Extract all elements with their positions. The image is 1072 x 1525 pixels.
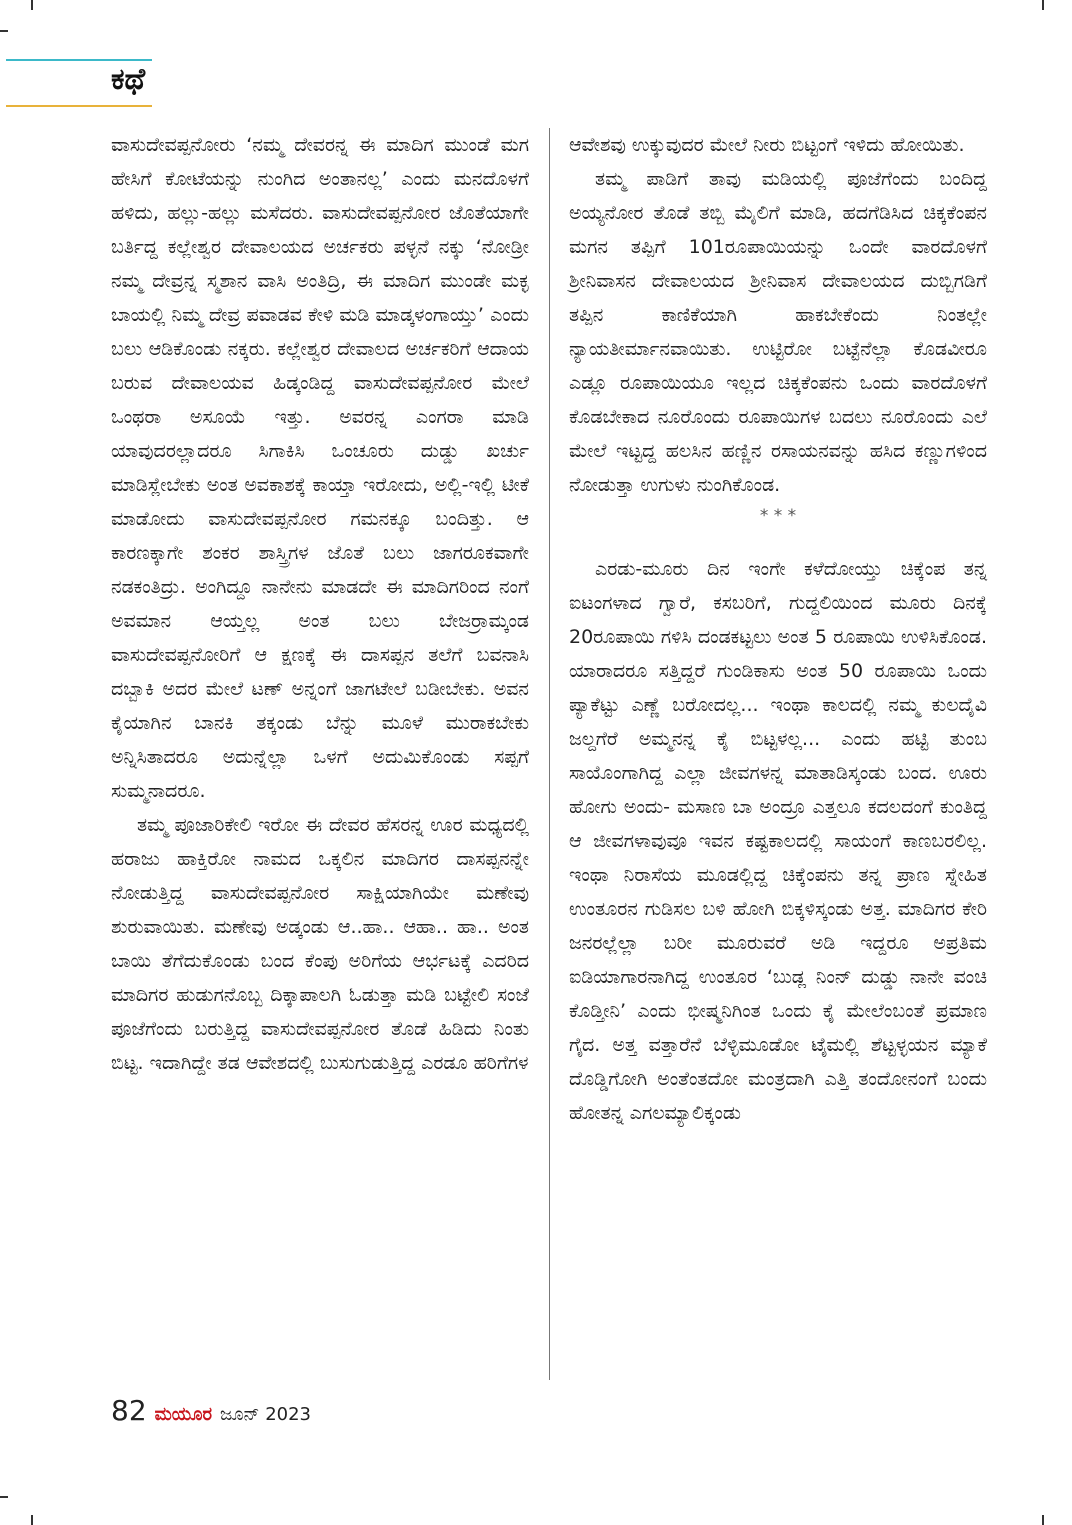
section-title: ಕಥೆ	[111, 62, 146, 97]
page-number: 82	[111, 1394, 147, 1427]
issue-date: ಜೂನ್ 2023	[220, 1404, 311, 1425]
left-column	[111, 128, 529, 1080]
right-column	[569, 128, 987, 1130]
crop-mark	[31, 1515, 33, 1525]
crop-mark	[1042, 1515, 1044, 1525]
crop-mark	[0, 30, 8, 32]
paragraph: ಆವೇಶವು ಉಕ್ಕುವುದರ ಮೇಲೆ ನೀರು ಬಿಟ್ಟಂಗೆ ಇಳಿದು ಹೋಯಿತು.	[569, 134, 965, 156]
magazine-logo: ಮಯೂರ	[154, 1404, 213, 1425]
paragraph: ವಾಸುದೇವಪ್ಪನೋರು ‘ನಮ್ಮ ದೇವರನ್ನ ಈ ಮಾದಿಗ ಮುಂಡೆ ಮಗ ಹೇಸಿಗೆ ಕೋಟೆಯನ್ನು ನುಂಗಿದ ಅಂತಾನಲ್ಲ’ ಎಂದು ಮನದೊಳಗೆ ಹಳಿದು, ಹಲ್ಲು-ಹಲ್ಲು ಮಸೆದರು. ವಾಸುದೇವಪ್ಪನೋರ ಜೊತೆಯಾಗೇ ಬರ್ತಿದ್ದ ಕಲ್ಲೇಶ್ವರ ದೇವಾಲಯದ ಅರ್ಚಕರು ಪಳ್ಳನೆ ನಕ್ಕು ‘ನೋಡ್ರೀ ನಮ್ಮ ದೇವ್ರನ್ನ ಸ್ಮಶಾನ ವಾಸಿ ಅಂತಿದ್ರಿ, ಈ ಮಾದಿಗ ಮುಂಡೇ ಮಕ್ಳ ಬಾಯಲ್ಲಿ ನಿಮ್ಮ ದೇವ್ರ ಪವಾಡವ ಕೇಳಿ ಮಡಿ ಮಾಡ್ಕಳಂಗಾಯ್ತು’ ಎಂದು ಬಲು ಆಡಿಕೊಂಡು ನಕ್ಕರು. ಕಲ್ಲೇಶ್ವರ ದೇವಾಲದ ಅರ್ಚಕರಿಗೆ ಆದಾಯ ಬರುವ ದೇವಾಲಯವ ಹಿಡ್ಕಂಡಿದ್ದ ವಾಸುದೇವಪ್ಪನೋರ ಮೇಲೆ ಒಂಥರಾ ಅಸೂಯೆ ಇತ್ತು. ಅವರನ್ನ ಎಂಗರಾ ಮಾಡಿ ಯಾವುದರಲ್ಲಾದರೂ ಸಿಗಾಕಿಸಿ ಒಂಚೂರು ದುಡ್ಡು ಖರ್ಚು ಮಾಡಿಸ್ಲೇಬೇಕು ಅಂತ ಅವಕಾಶಕ್ಕೆ ಕಾಯ್ತಾ ಇರೋದು, ಅಲ್ಲಿ-ಇಲ್ಲಿ ಟೀಕೆ ಮಾಡೋದು ವಾಸುದೇವಪ್ಪನೋರ ಗಮನಕ್ಕೂ ಬಂದಿತ್ತು. ಆ ಕಾರಣಕ್ಕಾಗೇ ಶಂಕರ ಶಾಸ್ತ್ರಿಗಳ ಜೊತೆ ಬಲು ಜಾಗರೂಕವಾಗೇ ನಡಕಂತಿದ್ರು. ಅಂಗಿದ್ದೂ ನಾನೇನು ಮಾಡದೇ ಈ ಮಾದಿಗರಿಂದ ನಂಗೆ ಅವಮಾನ ಆಯ್ತಲ್ಲ ಅಂತ ಬಲು ಬೇಜರ್ರಾಮ್ಕಂಡ ವಾಸುದೇವಪ್ಪನೋರಿಗೆ ಆ ಕ್ಷಣಕ್ಕೆ ಈ ದಾಸಪ್ಪನ ತಲೆಗೆ ಬವನಾಸಿ ದಬ್ಬಾಕಿ ಅದರ ಮೇಲೆ ಟಣ್ ಅನ್ನಂಗೆ ಜಾಗಟೇಲೆ ಬಡೀಬೇಕು. ಅವನ ಕೈಯಾಗಿನ ಬಾನಕಿ ತಕ್ಕಂಡು ಬೆನ್ನು ಮೂಳೆ ಮುರಾಕಬೇಕು ಅನ್ನಿಸಿತಾದರೂ ಅದುನ್ನೆಲ್ಲಾ ಒಳಗೆ ಅದುಮಿಕೊಂಡು ಸಪ್ಪಗೆ ಸುಮ್ಮನಾದರೂ.	[111, 134, 529, 802]
paragraph: ತಮ್ಮ ಪಾಡಿಗೆ ತಾವು ಮಡಿಯಲ್ಲಿ ಪೂಜೆಗೆಂದು ಬಂದಿದ್ದ ಅಯ್ಯನೋರ ತೊಡೆ ತಬ್ಬಿ ಮೈಲಿಗೆ ಮಾಡಿ, ಹದಗೆಡಿಸಿದ ಚಿಕ್ಕಕೆಂಪನ ಮಗನ ತಪ್ಪಿಗೆ 101ರೂಪಾಯಿಯನ್ನು ಒಂದೇ ವಾರದೊಳಗೆ ಶ್ರೀನಿವಾಸನ ದೇವಾಲಯದ ಶ್ರೀನಿವಾಸ ದೇವಾಲಯದ ದುಬ್ಬಿಗಡಿಗೆ ತಪ್ಪಿನ ಕಾಣಿಕೆಯಾಗಿ ಹಾಕಬೇಕೆಂದು ನಿಂತಲ್ಲೇ ನ್ಯಾಯತೀರ್ಮಾನವಾಯಿತು. ಉಟ್ಟಿರೋ ಬಟ್ಟೆನೆಲ್ಲಾ ಕೊಡವೀರೂ ಎಡ್ಲೂ ರೂಪಾಯಿಯೂ ಇಲ್ಲದ ಚಿಕ್ಕಕೆಂಪನು ಒಂದು ವಾರದೊಳಗೆ ಕೊಡಬೇಕಾದ ನೂರೊಂದು ರೂಪಾಯಿಗಳ ಬದಲು ನೂರೊಂದು ಎಲೆ ಮೇಲೆ ಇಟ್ಟದ್ದ ಹಲಸಿನ ಹಣ್ಣಿನ ರಸಾಯನವನ್ನು ಹಸಿದ ಕಣ್ಣುಗಳಿಂದ ನೋಡುತ್ತಾ ಉಗುಳು ನುಂಗಿಕೊಂಡ.	[569, 168, 987, 496]
crop-mark	[0, 1496, 8, 1498]
paragraph: ತಮ್ಮ ಪೂಜಾರಿಕೇಲಿ ಇರೋ ಈ ದೇವರ ಹೆಸರನ್ನ ಊರ ಮಧ್ಯದಲ್ಲಿ ಹರಾಜು ಹಾಕ್ತಿರೋ ನಾಮದ ಒಕ್ಕಲಿನ ಮಾದಿಗರ ದಾಸಪ್ಪನನ್ನೇ ನೋಡುತ್ತಿದ್ದ ವಾಸುದೇವಪ್ಪನೋರ ಸಾಕ್ಷಿಯಾಗಿಯೇ ಮಣೇವು ಶುರುವಾಯಿತು. ಮಣೇವು ಅಡ್ಕಂಡು ಆ..ಹಾ.. ಆಹಾ.. ಹಾ.. ಅಂತ ಬಾಯಿ ತೆಗೆದುಕೊಂಡು ಬಂದ ಕೆಂಪು ಅರಿಗೆಯ ಆರ್ಭಟಕ್ಕೆ ಎದರಿದ ಮಾದಿಗರ ಹುಡುಗನೊಬ್ಬ ದಿಕ್ಕಾಪಾಲಗಿ ಓಡುತ್ತಾ ಮಡಿ ಬಟ್ಟೇಲಿ ಸಂಜೆ ಪೂಜೆಗೆಂದು ಬರುತ್ತಿದ್ದ ವಾಸುದೇವಪ್ಪನೋರ ತೊಡೆ ಹಿಡಿದು ನಿಂತು ಬಿಟ್ಟ. ಇದಾಗಿದ್ದೇ ತಡ ಆವೇಶದಲ್ಲಿ ಬುಸುಗುಡುತ್ತಿದ್ದ ಎರಡೂ ಹರಿಗೆಗಳ	[111, 814, 529, 1074]
crop-mark	[1042, 0, 1044, 10]
paragraph: ಎರಡು-ಮೂರು ದಿನ ಇಂಗೇ ಕಳೆದೋಯ್ತು ಚಿಕ್ಕೆಂಪ ತನ್ನ ಐಟಂಗಳಾದ ಗ್ವಾರೆ, ಕಸಬರಿಗೆ, ಗುದ್ದಲಿಯಿಂದ ಮೂರು ದಿನಕ್ಕೆ 20ರೂಪಾಯಿ ಗಳಿಸಿ ದಂಡಕಟ್ಟಲು ಅಂತ 5 ರೂಪಾಯಿ ಉಳಿಸಿಕೊಂಡ. ಯಾರಾದರೂ ಸತ್ತಿದ್ದರೆ ಗುಂಡಿಕಾಸು ಅಂತ 50 ರೂಪಾಯಿ ಒಂದು ಪ್ಯಾಕೆಟ್ಟು ಎಣ್ಣೆ ಬರೋದಲ್ಲ... ಇಂಥಾ ಕಾಲದಲ್ಲಿ ನಮ್ಮ ಕುಲದೈವಿ ಜಲ್ದಗೆರೆ ಅಮ್ಮನನ್ನ ಕೈ ಬಿಟ್ಟಳಲ್ಲ... ಎಂದು ಹಟ್ಟಿ ತುಂಬ ಸಾಯೊಂಗಾಗಿದ್ದ ಎಲ್ಲಾ ಜೀವಗಳನ್ನ ಮಾತಾಡಿಸ್ಕಂಡು ಬಂದ. ಊರು ಹೋಗು ಅಂದು- ಮಸಾಣ ಬಾ ಅಂದ್ರೂ ಎತ್ತಲೂ ಕದಲದಂಗೆ ಕುಂತಿದ್ದ ಆ ಜೀವಗಳಾವುವೂ ಇವನ ಕಷ್ಟಕಾಲದಲ್ಲಿ ಸಾಯಂಗೆ ಕಾಣಬರಲಿಲ್ಲ. ಇಂಥಾ ನಿರಾಸೆಯ ಮೂಡಲ್ಲಿದ್ದ ಚಿಕ್ಕೆಂಪನು ತನ್ನ ಪ್ರಾಣ ಸ್ನೇಹಿತ ಉಂತೂರನ ಗುಡಿಸಲ ಬಳಿ ಹೋಗಿ ಬಿಕ್ಕಳಿಸ್ಕಂಡು ಅತ್ತ. ಮಾದಿಗರ ಕೇರಿ ಜನರಲ್ಲೆಲ್ಲಾ ಬರೀ ಮೂರುವರೆ ಅಡಿ ಇದ್ದರೂ ಅಪ್ರತಿಮ ಐಡಿಯಾಗಾರನಾಗಿದ್ದ ಉಂತೂರ ‘ಬುಡ್ಲ ನಿಂನ್ ದುಡ್ಡು ನಾನೇ ವಂಚಿ ಕೊಡ್ತೀನಿ’ ಎಂದು ಭೀಷ್ಮನಿಗಿಂತ ಒಂದು ಕೈ ಮೇಲೆಂಬಂತೆ ಪ್ರಮಾಣ ಗೈದ. ಅತ್ತ ವತ್ತಾರೆನೆ ಬೆಳ್ಳಿಮೂಡೋ ಟೈಮಲ್ಲಿ ಶೆಟ್ಟಳ್ಳಯನ ಮ್ಯಾಕೆ ದೊಡ್ಡಿಗೋಗಿ ಅಂತೆಂತದೋ ಮಂತ್ರದಾಗಿ ಎತ್ತಿ ತಂದೋನಂಗೆ ಬಂದು ಹೋತನ್ನ ಎಗಲಮ್ಯಾಲಿಕ್ಕಂಡು	[569, 558, 987, 1124]
section-rule-top	[6, 59, 152, 61]
column-divider	[549, 128, 550, 1380]
page-footer	[111, 1394, 311, 1427]
crop-mark	[31, 0, 33, 10]
section-separator: * * *	[759, 506, 797, 526]
section-rule-bottom	[6, 105, 152, 107]
